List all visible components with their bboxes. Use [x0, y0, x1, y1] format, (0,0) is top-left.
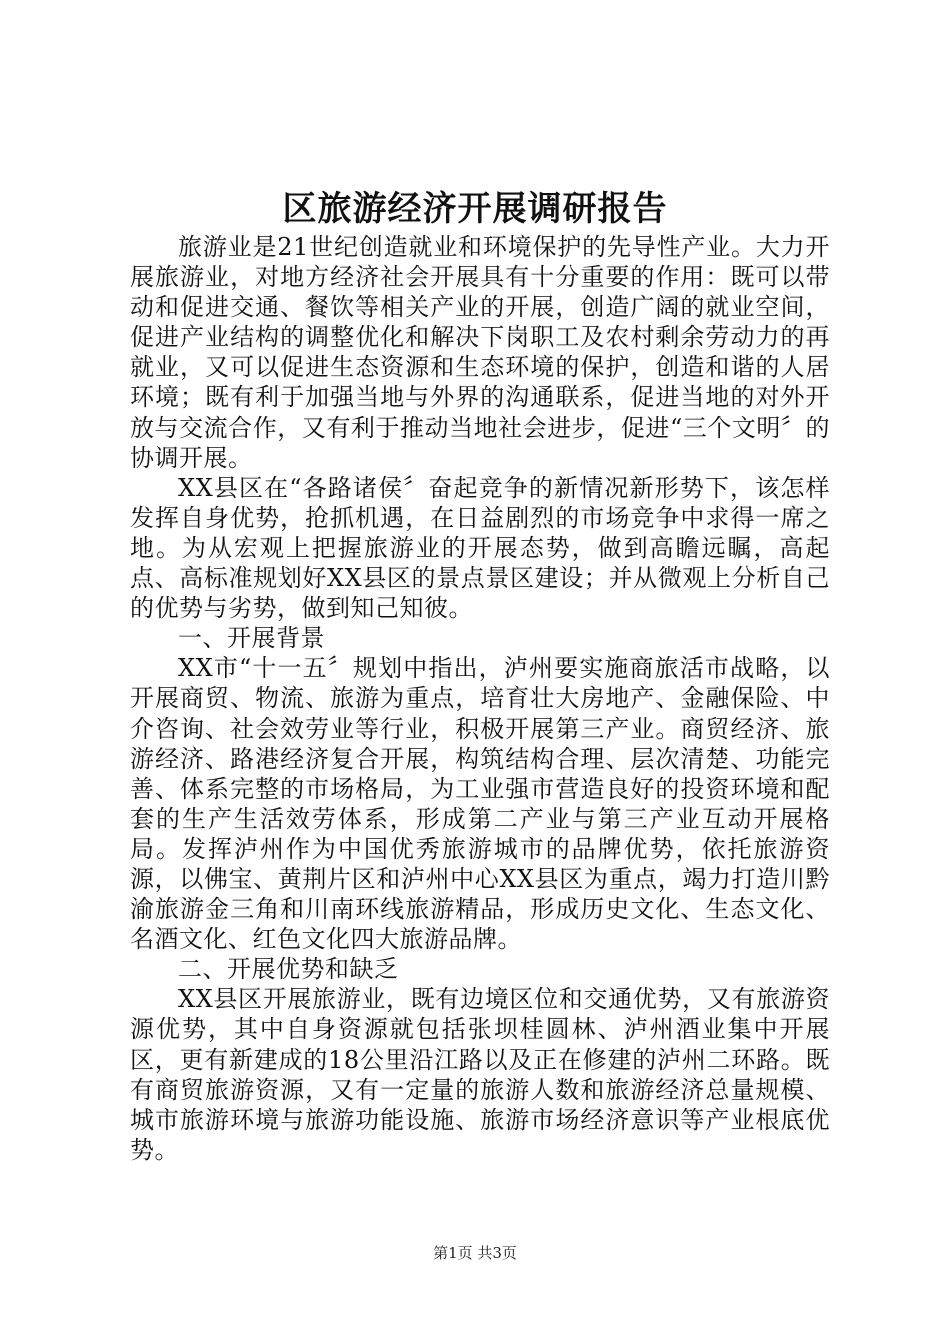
section-heading-background: 一、开展背景: [178, 624, 325, 653]
document-body: [130, 232, 830, 1165]
paragraph-background: XX市“十一五〞规划中指出，泸州要实施商旅活市战略，以开展商贸、物流、旅游为重点，培育壮大房地产、金融保险、中介咨询、社会效劳业等行业，积极开展第三产业。商贸经济、旅游经济、路港经济复合开展，构筑结构合理、层次清楚、功能完善、体系完整的市场格局，为工业强市营造良好的投资环境和配套的生产生活效劳体系，形成第二产业与第三产业互动开展格局。发挥泸州作为中国优秀旅游城市的品牌优势，依托旅游资源，以佛宝、黄荆片区和泸州中心XX县区为重点，竭力打造川黔渝旅游金三角和川南环线旅游精品，形成历史文化、生态文化、名酒文化、红色文化四大旅游品牌。: [130, 654, 830, 954]
section-heading-advantages: 二、开展优势和缺乏: [178, 955, 399, 984]
document-title: 区旅游经济开展调研报告: [282, 189, 668, 229]
paragraph-intro: 旅游业是21世纪创造就业和环境保护的先导性产业。大力开展旅游业，对地方经济社会开展具有十分重要的作用：既可以带动和促进交通、餐饮等相关产业的开展，创造广阔的就业空间，促进产业结构的调整优化和解决下岗职工及农村剩余劳动力的再就业，又可以促进生态资源和生态环境的保护，创造和谐的人居环境；既有利于加强当地与外界的沟通联系，促进当地的对外开放与交流合作，又有利于推动当地社会进步，促进“三个文明〞的协调开展。: [130, 233, 830, 472]
paragraph-county-position: XX县区在“各路诸侯〞奋起竞争的新情况新形势下，该怎样发挥自身优势，抢抓机遇，在日益剧烈的市场竞争中求得一席之地。为从宏观上把握旅游业的开展态势，做到高瞻远瞩，高起点、高标准规划好XX县区的景点景区建设；并从微观上分析自己的优势与劣势，做到知己知彼。: [130, 473, 830, 623]
page-footer: 第1页 共3页: [433, 1244, 517, 1262]
paragraph-advantages: XX县区开展旅游业，既有边境区位和交通优势，又有旅游资源优势，其中自身资源就包括张坝桂圆林、泸州酒业集中开展区，更有新建成的18公里沿江路以及正在修建的泸州二环路。既有商贸旅游资源，又有一定量的旅游人数和旅游经济总量规模、城市旅游环境与旅游功能设施、旅游市场经济意识等产业根底优势。: [130, 985, 830, 1164]
